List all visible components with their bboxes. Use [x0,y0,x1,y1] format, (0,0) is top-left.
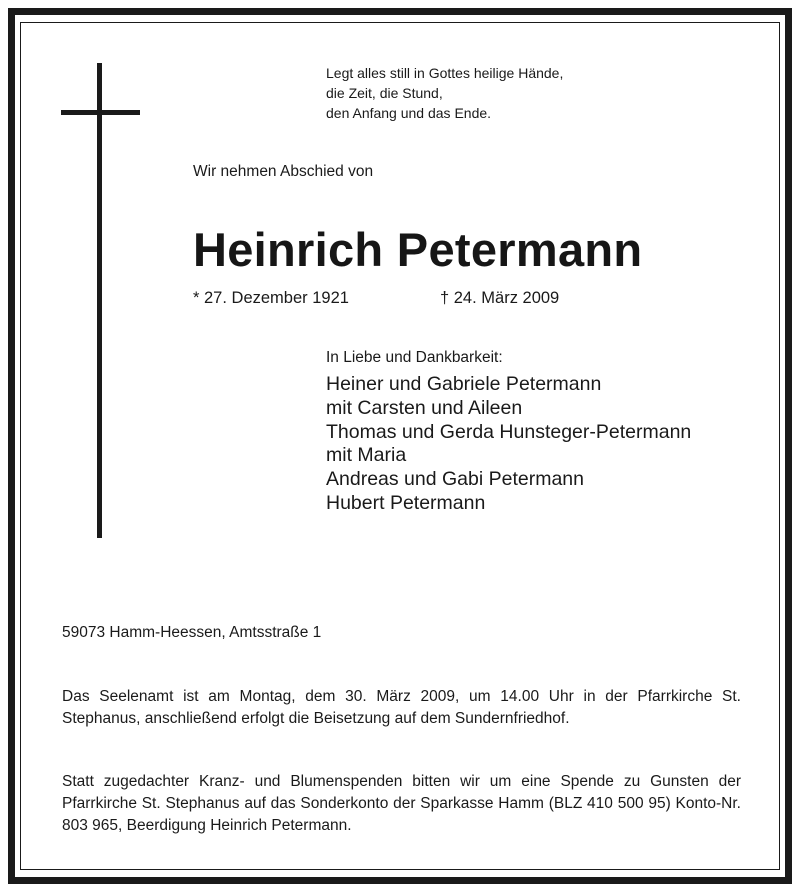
death-date: † 24. März 2009 [440,289,560,307]
verse-block [326,63,563,123]
donation-notice: Statt zugedachter Kranz- und Blumenspenden bitten wir um eine Spende zu Gunsten der Pfarrkirche St. Stephanus auf das Sonderkonto der Sparkasse Hamm (BLZ 410 500 95) Konto-Nr. 803 965, Beerdigung Heinrich Petermann. [62,773,741,834]
verse-line: die Zeit, die Stund, [326,85,443,101]
mourner-line: Heiner und Gabriele Petermann [326,373,602,395]
mourner-line: Thomas und Gerda Hunsteger-Petermann [326,420,692,443]
verse-line: Legt alles still in Gottes heilige Hände, [326,65,564,81]
mourner-line: Hubert Petermann [326,491,486,514]
mourner-line: Andreas und Gabi Petermann [326,468,584,491]
mourners-list [326,373,691,516]
mourner-line: mit Maria [326,444,407,467]
mourner-line: mit Carsten und Aileen [326,396,523,419]
cross-vertical-bar [97,63,102,538]
birth-date: * 27. Dezember 1921 [193,289,349,307]
deceased-name: Heinrich Petermann [193,223,643,276]
family-address: 59073 Hamm-Heessen, Amtsstraße 1 [62,624,322,641]
farewell-intro: Wir nehmen Abschied von [193,163,374,180]
cross-horizontal-bar [61,110,140,115]
service-notice: Das Seelenamt ist am Montag, dem 30. März 2009, um 14.00 Uhr in der Pfarrkirche St. Stephanus, anschließend erfolgt die Beisetzung auf dem Sundernfriedhof. [62,688,741,727]
thanks-label: In Liebe und Dankbarkeit: [326,349,503,366]
verse-line: den Anfang und das Ende. [326,105,492,121]
